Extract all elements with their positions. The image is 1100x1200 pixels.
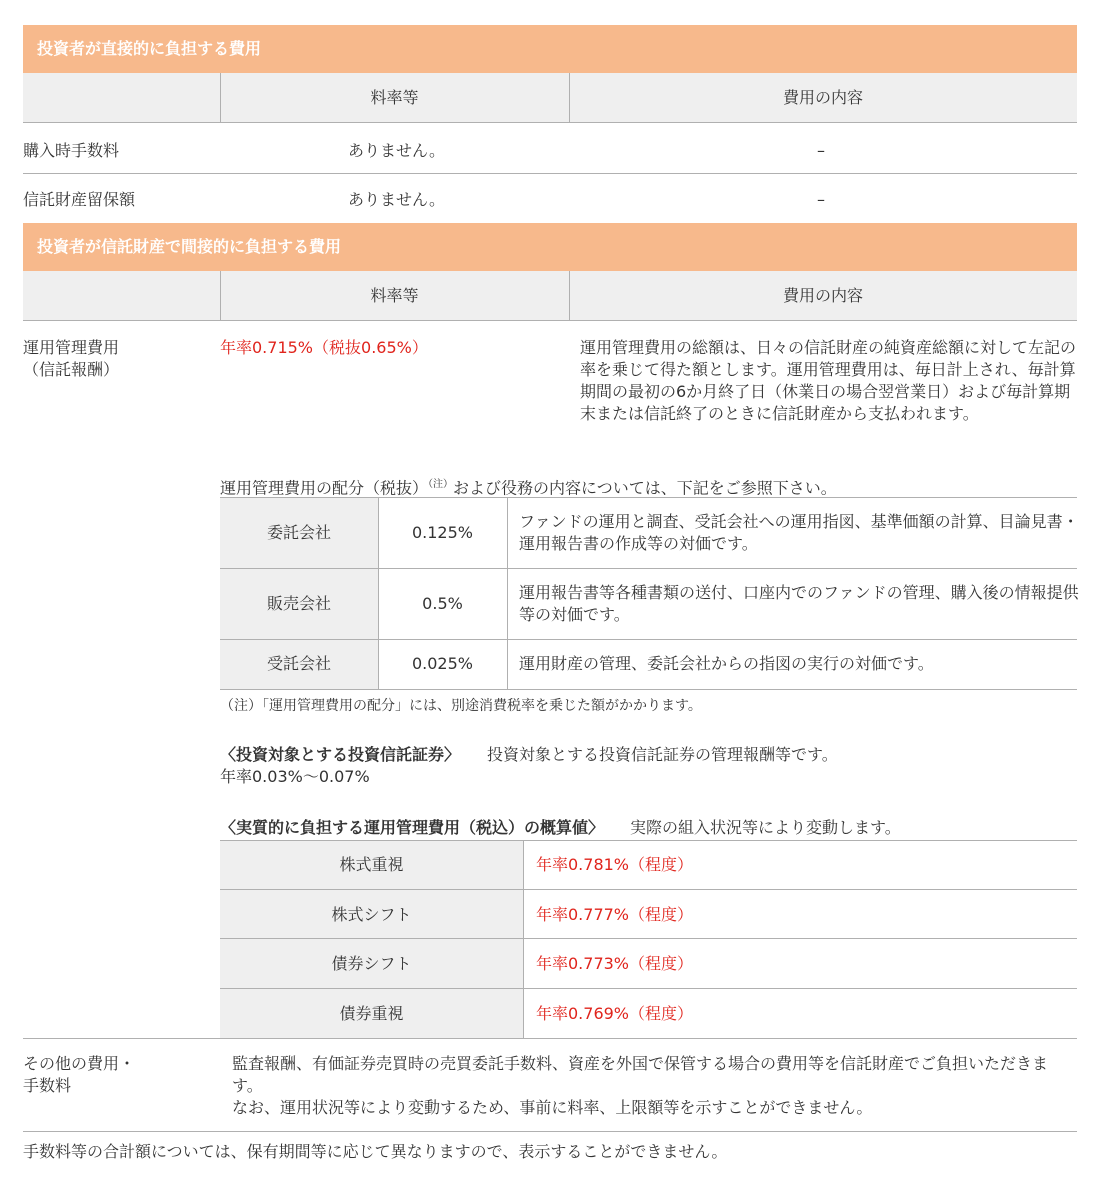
- allocation-intro-after: および役務の内容については、下記をご参照下さい。: [453, 478, 837, 498]
- allocation-content-trustee: 運用財産の管理、委託会社からの指図の実行の対価です。: [519, 654, 934, 673]
- row-content-purchase-fee: –: [817, 141, 825, 160]
- other-fees-content-note: なお、運用状況等により変動するため、事前に料率、上限額等を示すことができません。: [232, 1098, 873, 1117]
- divider: [507, 497, 508, 689]
- invest-target-rate: 年率0.03%～0.07%: [220, 767, 370, 786]
- divider: [523, 840, 524, 1038]
- other-fees-label: その他の費用・: [23, 1054, 136, 1073]
- mgmt-fee-label-sub: （信託報酬）: [23, 360, 120, 379]
- effective-cost-desc: 実際の組入状況等により変動します。: [630, 818, 901, 837]
- allocation-rate-trustor: 0.125%: [411, 523, 473, 542]
- direct-costs-header: [23, 73, 1077, 123]
- effective-rate-stock-heavy: 年率0.781%（程度）: [536, 855, 694, 874]
- divider: [220, 988, 1077, 989]
- other-fees-content: 監査報酬、有価証券売買時の売買委託手数料、資産を外国で保管する場合の費用等を信託財産でご負担いただきます。: [232, 1054, 1049, 1095]
- indirect-costs-band: 投資者が信託財産で間接的に負担する費用: [23, 223, 1077, 271]
- divider: [23, 173, 1077, 174]
- effective-rate-stock-shift: 年率0.777%（程度）: [536, 905, 694, 924]
- footer-note: 手数料等の合計額については、保有期間等に応じて異なりますので、表示することができません。: [23, 1142, 728, 1161]
- divider: [23, 1038, 1077, 1039]
- row-label-reserve: 信託財産留保額: [23, 190, 136, 209]
- effective-rate-bond-shift: 年率0.773%（程度）: [536, 954, 694, 973]
- col-rate-header: 料率等: [370, 88, 419, 107]
- allocation-party-distributor: 販売会社: [266, 594, 331, 613]
- col-rate-header: 料率等: [370, 286, 419, 305]
- allocation-intro-before: 運用管理費用の配分（税抜）: [220, 478, 429, 498]
- allocation-rate-trustee: 0.025%: [411, 654, 473, 673]
- effective-name-stock-shift: 株式シフト: [331, 905, 412, 924]
- row-content-reserve: –: [817, 190, 825, 209]
- allocation-content-trustor: ファンドの運用と調査、受託会社への運用指図、基準価額の計算、目論見書・運用報告書の作成等の対価です。: [519, 512, 1079, 553]
- col-content-header: 費用の内容: [782, 88, 863, 107]
- effective-rate-bond-heavy: 年率0.769%（程度）: [536, 1004, 694, 1023]
- allocation-party-trustor: 委託会社: [266, 523, 331, 542]
- divider: [220, 639, 1077, 640]
- allocation-content-distributor: 運用報告書等各種書類の送付、口座内でのファンドの管理、購入後の情報提供等の対価です。: [519, 583, 1079, 624]
- allocation-note: （注）「運用管理費用の配分」には、別途消費税率を乗じた額がかかります。: [220, 698, 702, 714]
- row-label-purchase-fee: 購入時手数料: [23, 141, 120, 160]
- mgmt-fee-content: 運用管理費用の総額は、日々の信託財産の純資産総額に対して左記の率を乗じて得た額とします。運用管理費用は、毎日計上され、毎計算期間の最初の6か月終了日（休業日の場合翌営業日）および毎計算期末または信託終了のときに信託財産から支払われます。: [580, 338, 1077, 423]
- allocation-party-trustee: 受託会社: [266, 654, 331, 673]
- allocation-rate-distributor: 0.5%: [422, 594, 463, 613]
- effective-name-stock-heavy: 株式重視: [339, 855, 404, 874]
- allocation-intro-note: （注）: [428, 479, 454, 490]
- divider: [220, 689, 1077, 690]
- allocation-intro: [220, 474, 837, 499]
- direct-costs-band: 投資者が直接的に負担する費用: [23, 25, 1077, 73]
- effective-cost-heading: 〈実質的に負担する運用管理費用（税込）の概算値〉: [220, 818, 605, 837]
- invest-target-desc: 投資対象とする投資信託証券の管理報酬等です。: [487, 745, 838, 764]
- row-rate-reserve: ありません。: [348, 190, 445, 209]
- mgmt-fee-label: 運用管理費用: [23, 338, 120, 357]
- divider: [23, 1131, 1077, 1132]
- other-fees-label-sub: 手数料: [23, 1076, 72, 1095]
- effective-name-bond-shift: 債券シフト: [331, 954, 412, 973]
- divider: [220, 840, 1077, 841]
- divider: [220, 938, 1077, 939]
- row-rate-purchase-fee: ありません。: [348, 141, 445, 160]
- indirect-costs-header: [23, 271, 1077, 321]
- invest-target-heading: 〈投資対象とする投資信託証券〉: [220, 745, 461, 764]
- divider: [220, 497, 1077, 498]
- divider: [220, 889, 1077, 890]
- effective-name-bond-heavy: 債券重視: [339, 1004, 404, 1023]
- mgmt-fee-rate: 年率0.715%（税抜0.65%）: [220, 338, 428, 357]
- col-content-header: 費用の内容: [782, 286, 863, 305]
- divider: [220, 568, 1077, 569]
